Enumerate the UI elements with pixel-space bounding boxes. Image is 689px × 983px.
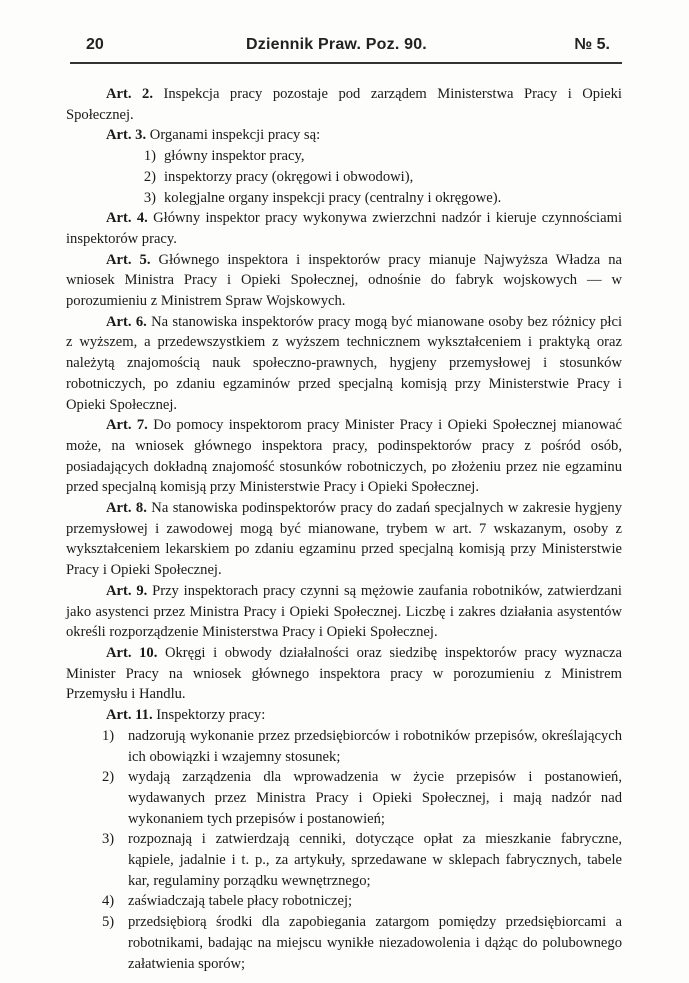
article-3-list xyxy=(66,146,622,208)
list-item xyxy=(66,891,622,912)
article-label: Art. 2. xyxy=(106,86,153,102)
list-item-text: wydają zarządzenia dla wprowadzenia w życie przepisów i postanowień, wydawanych przez Ministra Pracy i Opieki Społecznej, i mają nadzór nad wykonaniem tych przepisów i postanowień; xyxy=(128,769,622,827)
article-label: Art. 9. xyxy=(106,582,148,599)
list-item xyxy=(66,167,622,188)
article-label: Art. 4. xyxy=(106,210,148,227)
list-item-text: przedsiębiorą środki dla zapobiegania zatargom pomiędzy przedsiębiorcami a robotnikami, badając na miejscu wynikłe niezadowolenia i dążąc do polubownego załatwienia sporów; xyxy=(128,914,622,972)
list-item-number: 2) xyxy=(102,769,115,786)
journal-title: Dziennik Praw. Poz. 90. xyxy=(246,36,427,53)
list-item xyxy=(66,146,622,167)
article-label: Art. 8. xyxy=(106,500,147,517)
article-body: Okręgi i obwody działalności oraz siedzibę inspektorów pracy wyznacza Minister Pracy na wniosek głównego inspektora pracy w porozumieniu z Ministrem Przemysłu i Handlu. xyxy=(66,644,622,703)
document-body xyxy=(66,84,622,974)
article-2 xyxy=(66,84,622,125)
article-3 xyxy=(66,125,622,208)
list-item-text: zaświadczają tabele płacy robotniczej; xyxy=(128,893,353,910)
list-item-text: rozpoznają i zatwierdzają cenniki, dotyczące opłat za mieszkanie fabryczne, kąpiele, jadalnie i t. p., za artykuły, sprzedawane w sklepach fabrycznych, tabele kar, regulaminy porządku wewnętrznego; xyxy=(128,831,622,889)
list-item-text: nadzorują wykonanie przez przedsiębiorców i robotników przepisów, określających ich obowiązki i wzajemny stosunek; xyxy=(128,727,622,765)
list-item-number: 1) xyxy=(102,727,115,744)
article-11 xyxy=(66,705,622,974)
article-7-text xyxy=(66,415,622,498)
list-item xyxy=(66,912,622,974)
list-item-text: kolegjalne organy inspekcji pracy (centralny i okręgowe). xyxy=(164,189,502,206)
list-item-text: inspektorzy pracy (okręgowi i obwodowi), xyxy=(164,168,414,185)
list-item xyxy=(66,726,622,767)
article-6-text xyxy=(66,312,622,416)
article-body: Inspekcja pracy pozostaje pod zarządem Ministerstwa Pracy i Opieki Społecznej. xyxy=(66,86,622,123)
issue-number: № 5. xyxy=(574,36,610,53)
list-item-number: 3) xyxy=(143,189,156,206)
article-5 xyxy=(66,250,622,312)
list-item xyxy=(66,829,622,891)
list-item-text: główny inspektor pracy, xyxy=(164,148,305,165)
article-label: Art. 3. xyxy=(106,127,147,144)
article-8 xyxy=(66,498,622,581)
article-body: Na stanowiska podinspektorów pracy do zadań specjalnych w zakresie hygjeny przemysłowej i zawodowej mogą być mianowane, trybem w art. 7 wskazanym, osoby z wykształceniem lekarskiem po zdaniu egzaminu przed specjalną komisją przy Ministerstwie Pracy i Opieki Społecznej. xyxy=(66,500,623,579)
article-body: Organami inspekcji pracy są: xyxy=(149,127,321,144)
page-header xyxy=(86,36,610,60)
page-number: 20 xyxy=(86,36,104,53)
article-body: Głównego inspektora i inspektorów pracy mianuje Najwyższa Władza na wniosek Ministra Pracy i Opieki Społecznej, odnośnie do fabryk wojskowych — w porozumieniu z Ministrem Spraw Wojskowych. xyxy=(66,251,622,310)
list-item-number: 4) xyxy=(102,893,115,910)
article-10 xyxy=(66,643,622,705)
list-item-number: 2) xyxy=(143,168,156,185)
list-item xyxy=(66,767,622,829)
article-label: Art. 10. xyxy=(106,644,158,661)
article-body: Inspektorzy pracy: xyxy=(156,707,266,724)
header-divider xyxy=(70,62,622,64)
article-9-text xyxy=(66,581,622,643)
article-7 xyxy=(66,415,622,498)
article-4 xyxy=(66,208,622,249)
list-item-number: 5) xyxy=(102,914,115,931)
article-body: Główny inspektor pracy wykonywa zwierzchni nadzór i kieruje czynnościami inspektorów pracy. xyxy=(66,210,622,247)
article-label: Art. 11. xyxy=(106,707,153,724)
article-5-text xyxy=(66,250,622,312)
article-8-text xyxy=(66,498,622,581)
article-label: Art. 5. xyxy=(106,251,151,268)
article-11-text xyxy=(66,705,622,726)
article-body: Przy inspektorach pracy czynni są mężowie zaufania robotników, zatwierdzani jako asystenci przez Ministra Pracy i Opieki Społecznej. Liczbę i zakres działania asystentów określi rozporządzenie Ministerstwa Pracy i Opieki Społecznej. xyxy=(66,582,622,641)
article-11-list xyxy=(66,726,622,974)
article-label: Art. 7. xyxy=(106,417,148,434)
list-item-number: 1) xyxy=(143,148,156,165)
article-10-text xyxy=(66,643,622,705)
article-label: Art. 6. xyxy=(106,313,147,330)
article-6 xyxy=(66,312,622,416)
article-3-text xyxy=(66,125,622,146)
article-body: Na stanowiska inspektorów pracy mogą być mianowane osoby bez różnicy płci z wyższem, a przedewszystkiem z wyższem technicznem wykształceniem i praktyką oraz należytą znajomością nauk społeczno-prawnych, hygjeny przemysłowej i stosunków robotniczych, po zdaniu egzaminów przed specjalną komisją przy Ministerstwie Pracy i Opieki Społecznej. xyxy=(66,313,622,413)
list-item xyxy=(66,188,622,209)
article-4-text xyxy=(66,208,622,249)
article-2-text xyxy=(66,84,622,125)
article-body: Do pomocy inspektorom pracy Minister Pracy i Opieki Społecznej mianować może, na wniosek głównego inspektora pracy, podinspektorów pracy z pośród osób, posiadających dokładną znajomość stosunków robotniczych, po złożeniu przez nie egzaminu przed specjalną komisją przy Ministerstwie Pracy i Opieki Społecznej. xyxy=(66,417,623,496)
list-item-number: 3) xyxy=(102,831,115,848)
article-9 xyxy=(66,581,622,643)
